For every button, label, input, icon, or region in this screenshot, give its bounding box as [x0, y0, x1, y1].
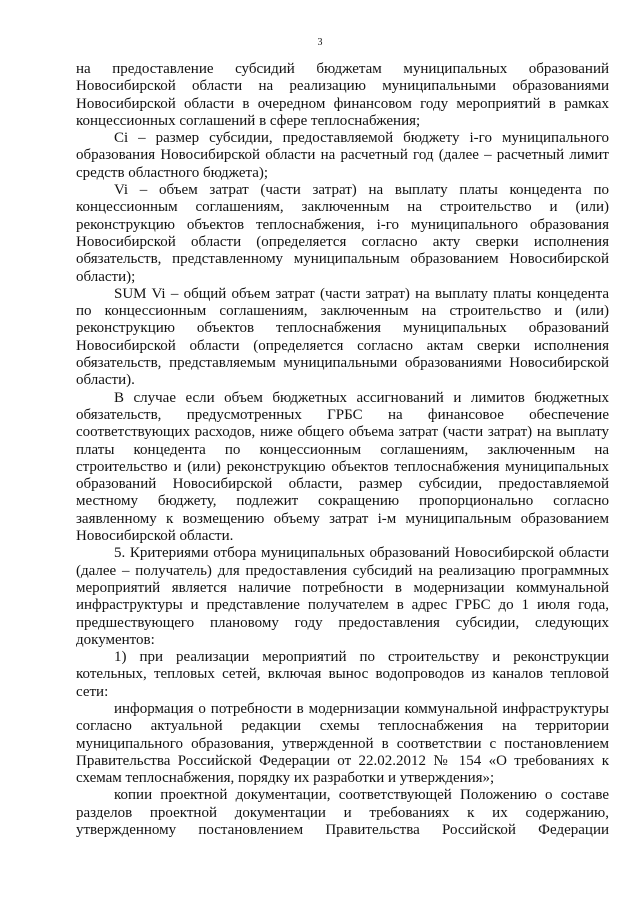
paragraph-vi-definition: Vi – объем затрат (части затрат) на выплату платы концедента по концессионным соглашениям, заключенным на строительство и (или) реконструкцию объектов теплоснабжения, i-го муниципального образования Новосибирской области (определяется согласно акту сверки исполнения обязательств, представленному муниципальным образованием Новосибирской области); [76, 182, 609, 285]
paragraph-selection-criteria: 5. Критериями отбора муниципальных образований Новосибирской области (далее – получатель) для предоставления субсидий на реализацию программных мероприятий является наличие потребности в модернизации коммунальной инфраструктуры и представление получателем в адрес ГРБС до 1 июля года, предшествующего плановому году предоставления субсидии, следующих документов: [76, 545, 609, 648]
paragraph-project-docs: копии проектной документации, соответствующей Положению о составе разделов проектной документации и требованиях к их содержанию, утвержденному постановлением Правительства Российской Федерации [76, 787, 609, 839]
page-number: 3 [317, 37, 323, 48]
paragraph-subsidy-purpose: на предоставление субсидий бюджетам муниципальных образований Новосибирской области на реализацию муниципальными образованиями Новосибирской области в очередном финансовом году мероприятий в рамках концессионных соглашений в сфере теплоснабжения; [76, 61, 609, 129]
document-body [76, 61, 609, 839]
paragraph-budget-shortfall: В случае если объем бюджетных ассигнований и лимитов бюджетных обязательств, предусмотренных ГРБС на финансовое обеспечение соответствующих расходов, ниже общего объема затрат (части затрат) на выплату платы концедента по концессионным соглашениям, заключенным на строительство и (или) реконструкцию объектов теплоснабжения муниципальных образований Новосибирской области, размер субсидии, предоставляемой местному бюджету, подлежит сокращению пропорционально согласно заявленному к возмещению объему затрат i-м муниципальным образованием Новосибирской области. [76, 389, 609, 545]
paragraph-ci-definition: Ci – размер субсидии, предоставляемой бюджету i-го муниципального образования Новосибирской области на расчетный год (далее – расчетный лимит средств областного бюджета); [76, 130, 609, 181]
paragraph-infrastructure-info: информация о потребности в модернизации коммунальной инфраструктуры согласно актуальной редакции схемы теплоснабжения на территории муниципального образования, утвержденной в соответствии с постановлением Правительства Российской Федерации от 22.02.2012 № 154 «О требованиях к схемам теплоснабжения, порядку их разработки и утверждения»; [76, 700, 609, 787]
paragraph-item-1: 1) при реализации мероприятий по строительству и реконструкции котельных, тепловых сетей, включая вынос водопроводов из каналов тепловой сети: [76, 649, 609, 700]
paragraph-sum-vi-definition: SUM Vi – общий объем затрат (части затрат) на выплату платы концедента по концессионным соглашениям, заключенным на строительство и (или) реконструкцию объектов теплоснабжения муниципальных образований Новосибирской области (определяется согласно актам сверки исполнения обязательств, представляемым муниципальными образованиями Новосибирской области). [76, 285, 609, 389]
